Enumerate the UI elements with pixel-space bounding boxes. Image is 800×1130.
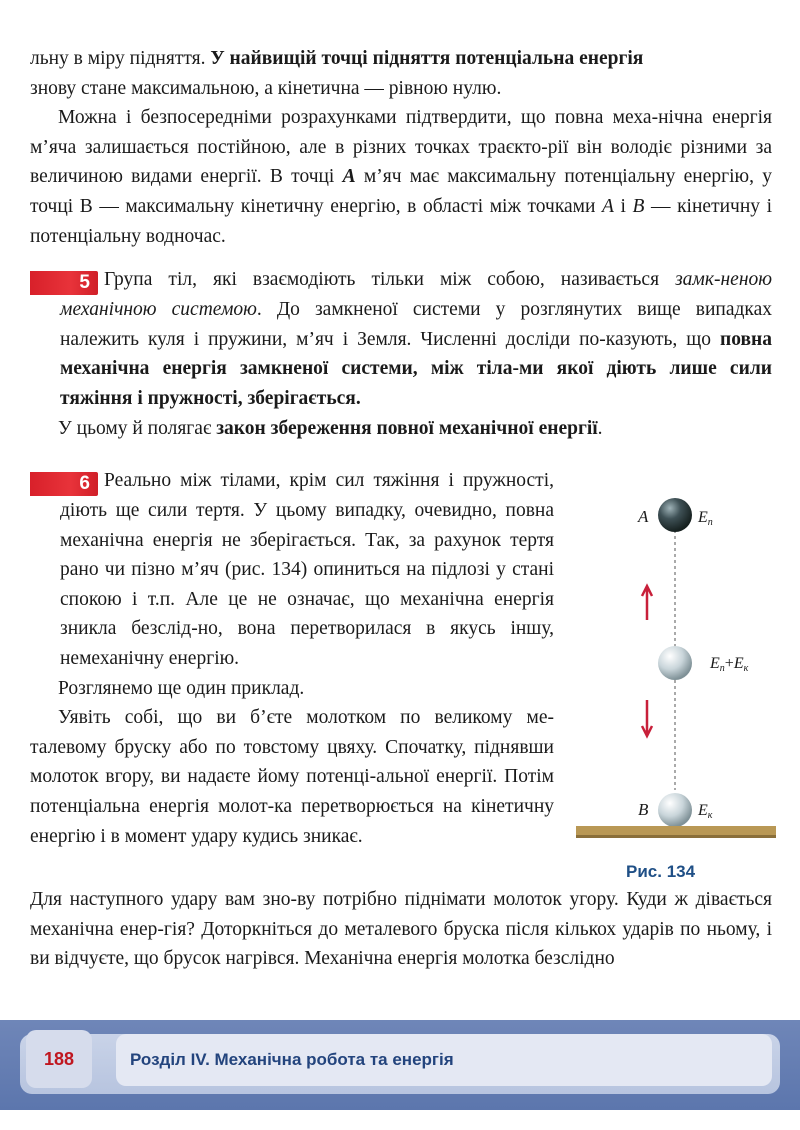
hammer-paragraph-cont <box>30 885 772 974</box>
main-text-section-6 <box>30 466 554 851</box>
ball-top <box>658 498 692 532</box>
energy-mid-label: Eп+Eк <box>710 655 749 674</box>
arrow-up-icon <box>642 586 652 620</box>
main-text-top <box>30 44 772 443</box>
text-span: У цьому й полягає <box>58 417 217 439</box>
page-number: 188 <box>26 1030 92 1088</box>
text-span: Уявіть собі, що ви б’єте молотком по великому ме-талевому бруску або по товстому цвяху. Спочатку, піднявши молоток вгору, ви надаєте йому потенці-альної енергії. Потім потенціальна енергія молот-ка перетворюється на кінетичну енергію і в момент удару кудись зникає. <box>30 707 554 847</box>
chapter-title: Розділ IV. Механічна робота та енергія <box>116 1034 772 1086</box>
ball-middle <box>658 646 692 680</box>
bold-span: У найвищій точці підняття потенціальна енергія <box>210 48 644 69</box>
label-B: B <box>638 800 649 819</box>
text-span: Для наступного удару вам зно-ву потрібно піднімати молоток угору. Куди ж дівається механічна енер-гія? Доторкніться до металевого бруска після кількох ударів по ньому, і ви відчуєте, що брусок нагрівся. Механічна енергія молотка безслідно <box>30 889 772 970</box>
label-A: A <box>638 507 649 526</box>
paragraph-2 <box>30 103 772 251</box>
law-paragraph <box>30 414 772 444</box>
energy-bottom-label: Eк <box>698 802 713 821</box>
text-span: і <box>613 195 633 217</box>
ground-shadow <box>576 835 776 838</box>
figure-caption: Рис. 134 <box>626 862 696 881</box>
italic-label: B <box>632 195 645 217</box>
text-span: знову стане максимальною, а кінетична — рівною нулю. <box>30 77 502 99</box>
section-marker-6: 6 <box>30 472 98 496</box>
hammer-paragraph <box>30 703 554 851</box>
italic-term: замк-неною механічною системою <box>60 269 772 321</box>
bold-law: закон збереження повної механічної енергії <box>216 417 598 439</box>
paragraph-1 <box>30 44 772 103</box>
main-text-bottom <box>30 885 772 974</box>
text-span: Реально між тілами, крім сил тяжіння і пружності, діють ще сили тертя. У цьому випадку, очевидно, повна механічна енергія не зберігається. Так, за рахунок тертя рано чи пізно м’яч (рис. 134) опиниться на підлозі у стані спокою і т.п. Але це не означає, що механічна енергія зникла безслід-но, вона перетворилася в якусь іншу, немеханічну енергію. <box>60 470 554 669</box>
energy-top-label: Eп <box>698 509 713 528</box>
italic-label: A <box>602 195 614 217</box>
ball-bottom <box>658 793 692 827</box>
text-span: . До замкненої системи у розглянутих вище випадках належить куля і пружини, м’яч і Земля. Численні досліди по-казують, що <box>60 299 772 350</box>
text-span: . <box>597 417 603 439</box>
text-span: Група тіл, які взаємодіють тільки між собою, називається <box>104 269 676 291</box>
text-span: Розглянемо ще один приклад. <box>58 677 305 699</box>
figure-134 <box>572 490 792 890</box>
section-5 <box>30 265 772 413</box>
text-span: м’яч має максимальну потенціальну енергію, у точці В — максимальну кінетичну енергію, в області між точками <box>30 166 772 217</box>
arrow-down-icon <box>642 700 652 736</box>
ground <box>576 826 776 835</box>
section-marker-5: 5 <box>30 271 98 295</box>
example-paragraph <box>30 674 554 704</box>
italic-label: A <box>342 166 356 188</box>
section-6 <box>30 466 554 674</box>
text-span: Можна і безпосередніми розрахунками підтвердити, що повна меха-нічна енергія м’яча залишається постійною, але в різних точках траєкто-рії він володіє різними за величиною видами енергії. В точці <box>30 107 772 188</box>
text-span: льну в міру підняття. <box>30 48 211 69</box>
bold-statement: повна механічна енергія замкненої системи, між тіла-ми якої діють лише сили тяжіння і пружності, зберігається. <box>60 328 772 409</box>
text-span: — кінетичну і потенціальну водночас. <box>30 195 773 247</box>
